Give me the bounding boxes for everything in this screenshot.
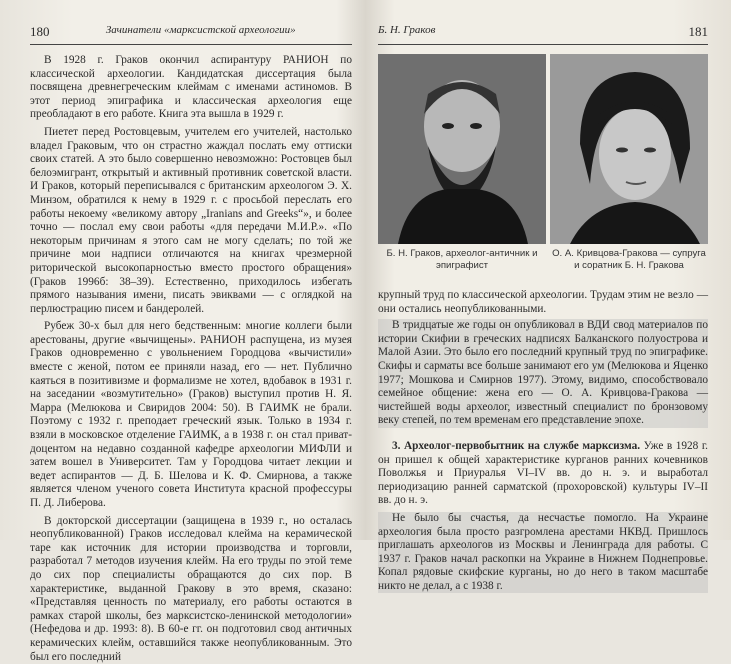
running-head-left: Зачинатели «марксистской археологии» [105, 24, 296, 36]
paragraph: Рубеж 30-х был для него бедственным: многие коллеги были арестованы, другие «вычищены». РАНИОН распущена, из музея Граков одновременно с увольнением Городцова «вычистили» вместе с женой, потом ее приняли назад, его — нет. Публично каяться в позитивизме и формализме не хотел, вдобавок в 1931 г. на заседании «возмутительно» (Граков) выступил против Н. Я. Марра (Мелюкова и Свиридов 2004: 50). В ГАИМК не брали. Поэтому с 1932 г. преподает греческий язык. Только в 1934 г. взяли в московское отделение ГАИМК, а в 1938 г. он стал приват-доцентом на недавно созданной кафедре археологии МИФЛИ и затем вошел в Университет. Там у Городцова читает лекции и ведет аспирантов — Д. Б. Шелова и К. Ф. Смирнова, а также является членом ученого совета Института красной профессуры П. Д. Либерова. [30, 320, 352, 509]
right-header [378, 24, 708, 40]
paragraph: В 1928 г. Граков окончил аспирантуру РАНИОН по классической археологии. Кандидатская диссертация была посвящена древнегреческим клеймам с именами астиномов. В этот период эпиграфика и классическая археология еще преобладают в его работе. Книга эта вышла в 1929 г. [30, 54, 352, 121]
photo-caption-krivtsova: О. А. Кривцова-Гракова — супруга и соратник Б. Н. Гракова [552, 248, 706, 271]
paragraph: Не было бы счастья, да несчастье помогло. На Украине археология была просто разгромлена арестами НКВД. Пришлось приглашать археологов из Москвы и Ленинграда для работы. С 1937 г. Граков начал раскопки на Украине в Нижнем Поднепровье. Копал рядовые скифские курганы, но до него в таком масштабе никто не делал, а с 1938 г. [378, 511, 708, 592]
photo-caption-grakov: Б. Н. Граков, археолог-античник и эпиграфист [386, 248, 538, 271]
header-rule-left [30, 44, 352, 45]
page-number-left: 180 [30, 24, 50, 39]
portrait-photo-grakov [378, 54, 546, 244]
left-page [0, 0, 362, 663]
paragraph: В докторской диссертации (защищена в 1939 г., но осталась неопубликованной) Граков исследовал клейма на керамической таре как источник для истории производства и торговли, разработал 7 методов изучения клейм. На его труды по этой теме до сих пор специалисты обращаются до сих пор. В характеристике, выданной Гракову в это время, сказано: «Представляя ценность по материалу, его работы остаются в рамках старой школы, без марксистско-ленинской методологии» (Нефедова и др. 1993: 8). В 60-е гг. он подготовил свод античных керамических клейм, оставшийся также неопубликованным. Это был его последний [30, 514, 352, 663]
section-text: Уже в 1928 г. он пришел к общей характеристике курганов ранних кочевников Поволжья и Приуралья VI–IV вв. до н. э. и выработал периодизацию ранней сарматской (прохоровской) культуры IV–II вв. до н. э. [378, 439, 709, 507]
left-body-text [30, 54, 352, 664]
page-number-right: 181 [688, 24, 708, 39]
running-head-right: Б. Н. Граков [378, 24, 436, 36]
header-rule-right [378, 44, 708, 45]
paragraph: В тридцатые же годы он опубликовал в ВДИ свод материалов по истории Скифии в греческих надписях Балканского полуострова и Малой Азии. Это было его последний крупный труд по эпиграфике. Скифы и сарматы все больше занимают его ум (Мелюкова и Яценко 1977; Мошкова и Смирнов 1977). Этому, видимо, способствовало семейное общение: жена его — О. А. Кривцова-Гракова — чистейшей воды археолог, известный специалист по бронзовому веку степей, по тем временам его представление эпохе. [378, 319, 708, 427]
left-header [30, 24, 352, 40]
right-page [370, 0, 731, 592]
right-body-text [378, 289, 708, 593]
section-paragraph [378, 440, 708, 508]
portrait-photo-krivtsova [550, 54, 708, 244]
paragraph: Пиетет перед Ростовцевым, учителем его учителей, настолько владел Граковым, что он страстно жаждал послать ему оттиски своих статей. А это было совершенно невозможно: Ростовцев был белоэмигрант, открытый и активный противник советской власти. И Граков, который переписывался с британским археологом Э. Х. Минзом, обратился к нему в 1929 г. с просьбой переслать его работы некоему «великому автору „Iranians and Greeks“», и более точно — послал ему свои работы «для передачи М.И.Р.». «По некоторым причинам я этого сам не могу сделать; по той же причине мои надписи отличаются на книгах чрезмерной риторической высокопарностью вместо простого обращения» (Граков 1996б: 38–39). Естественно, приходилось избегать прямого называния имени, писать эвиквами — с оглядкой на перлюстрацию писем и бандеролей. [30, 125, 352, 315]
section-heading: 3. Археолог-первобытник на службе марксизма. [392, 439, 641, 452]
paragraph: крупный труд по классической археологии. Трудам этим не везло — они остались неопубликованными. [378, 289, 708, 315]
